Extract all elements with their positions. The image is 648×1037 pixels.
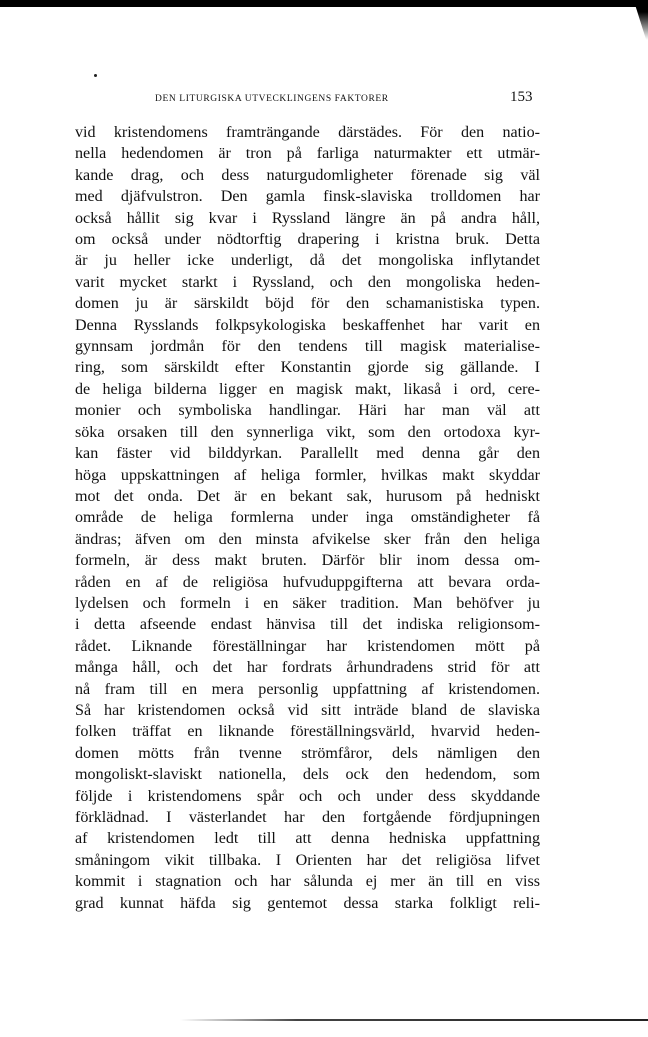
text-line: monier och symboliska handlingar. Häri har man väl att [75, 402, 540, 420]
text-line: också hållit sig kvar i Ryssland längre än på andra håll, [75, 209, 540, 227]
text-line: Denna Rysslands folkpsykologiska beskaffenhet har varit en [75, 316, 540, 334]
text-line: ring, som särskildt efter Konstantin gjorde sig gällande. I [75, 359, 540, 377]
text-line: kande drag, och dess naturgudomligheter förenade sig väl [75, 166, 540, 184]
text-line: domen mötts från tvenne strömfåror, dels nämligen den [75, 744, 540, 762]
text-line: de heliga bilderna ligger en magisk makt, likaså i ord, cere- [75, 380, 540, 398]
text-line: följde i kristendomens spår och och under dess skyddande [75, 787, 540, 805]
text-line: vid kristendomens framträngande därstädes. För den natio- [75, 124, 540, 141]
text-line: varit mycket starkt i Ryssland, och den mongoliska heden- [75, 273, 540, 291]
text-line: rådet. Liknande föreställningar har kristendomen mött på [75, 637, 540, 655]
page-number: 153 [510, 89, 533, 105]
running-head: DEN LITURGISKA UTVECKLINGENS FAKTORER [155, 94, 389, 104]
text-line: höga uppskattningen af heliga formler, hvilkas makt skyddar [75, 466, 540, 484]
text-line: i detta afseende endast hänvisa till det indiska religionsom- [75, 616, 540, 634]
text-line: är ju heller icke underligt, då det mongoliska inflytandet [75, 252, 540, 270]
text-line: gynnsam jordmån för den tendens till magisk materialise- [75, 338, 540, 356]
text-line: förklädnad. I västerlandet har den fortgående fördjupningen [75, 809, 540, 826]
text-line: mongoliskt-slaviskt nationella, dels ock den hedendom, som [75, 766, 540, 784]
text-line: många håll, och det har fordrats århundradens strid för att [75, 659, 540, 677]
text-line: råden en af de religiösa hufvuduppgifterna att bevara orda- [75, 573, 540, 591]
text-line: mot det onda. Det är en bekant sak, hurusom på hedniskt [75, 487, 540, 505]
scan-bottom-edge [180, 1019, 648, 1021]
text-line: nella hedendomen är tron på farliga naturmakter ett utmär- [75, 145, 540, 163]
text-line: nå fram till en mera personlig uppfattning af kristendomen. [75, 680, 540, 698]
body-text [75, 122, 540, 914]
text-line: formeln, är dess makt bruten. Därför blir inom dessa om- [75, 552, 540, 570]
text-line: söka orsaken till den synnerliga vikt, som den ortodoxa kyr- [75, 423, 540, 441]
text-line: lydelsen och formeln i en säker tradition. Man behöfver ju [75, 594, 540, 612]
scan-top-border [0, 0, 648, 7]
text-line: grad kunnat häfda sig gentemot dessa starka folkligt reli- [75, 894, 540, 912]
text-line: område de heliga formlerna under inga omständigheter få [75, 509, 540, 527]
text-line: domen ju är särskildt böjd för den schamanistiska typen. [75, 295, 540, 313]
text-line: kommit i stagnation och har sålunda ej mer än till en viss [75, 873, 540, 891]
text-line: kan fäster vid bilddyrkan. Parallellt med denna går den [75, 445, 540, 463]
text-line: af kristendomen ledt till att denna hedniska uppfattning [75, 830, 540, 848]
text-line: Så har kristendomen också vid sitt inträde bland de slaviska [75, 701, 540, 719]
text-line: med djäfvulstron. Den gamla finsk-slaviska trolldomen har [75, 188, 540, 206]
text-line: folken träffat en liknande föreställningsvärld, hvarvid heden- [75, 723, 540, 741]
text-line: ändras; äfven om den minsta afvikelse sker från den heliga [75, 530, 540, 548]
ink-speck [94, 74, 97, 77]
text-line: om också under nödtorftig drapering i kristna bruk. Detta [75, 231, 540, 249]
text-line: småningom vikit tillbaka. I Orienten har det religiösa lifvet [75, 851, 540, 869]
